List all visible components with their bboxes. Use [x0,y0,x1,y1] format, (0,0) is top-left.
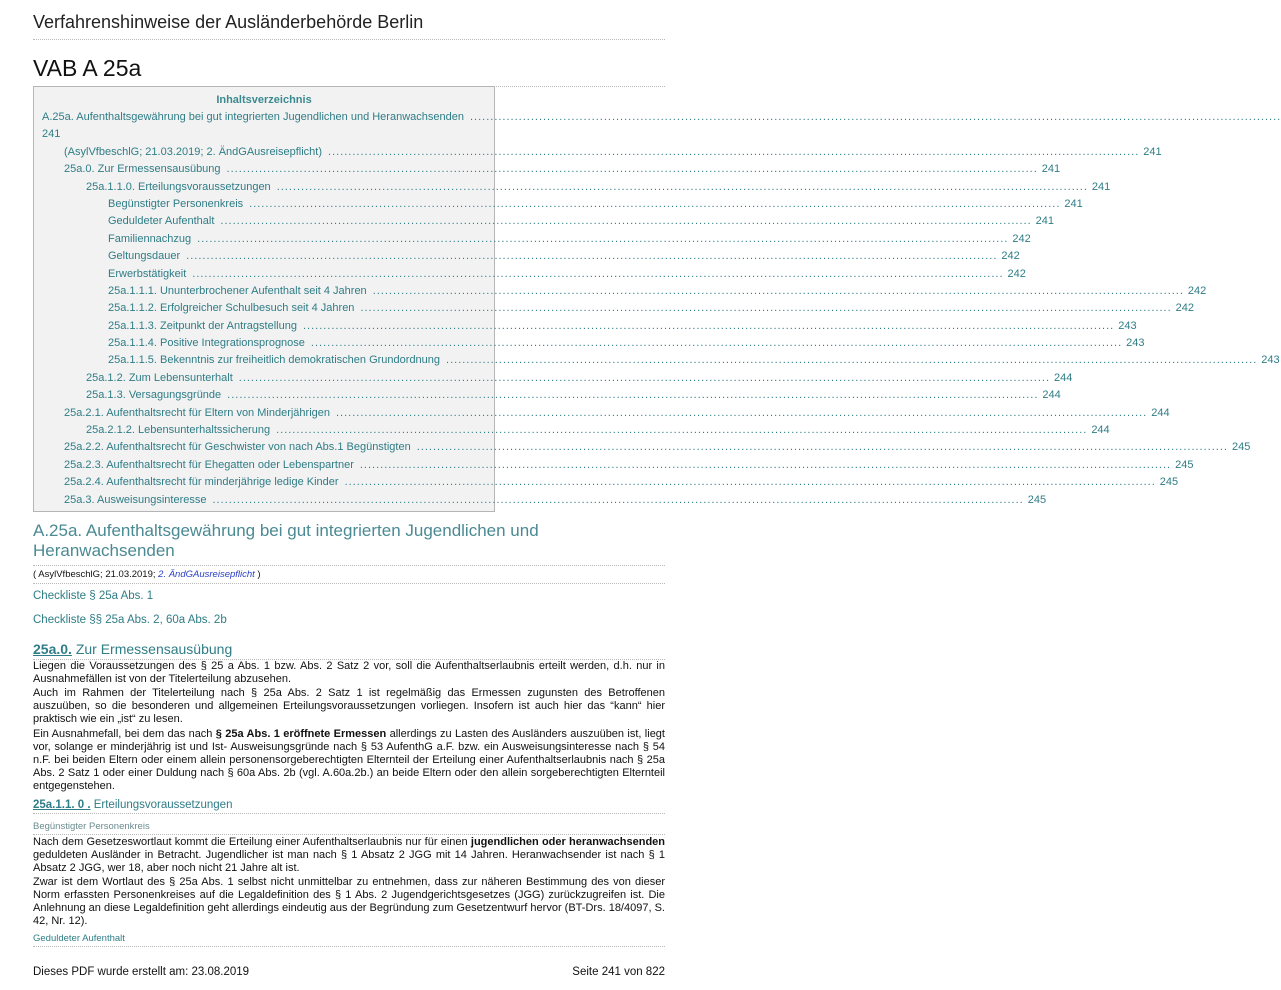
toc-entry[interactable] [42,179,1111,196]
subsection-number[interactable]: 25a.1.1. 0 . [33,799,91,811]
toc-heading: Inhaltsverzeichnis [216,94,312,106]
toc-leader-dots: ........................................................................................................................................................................................................ [328,145,1140,158]
toc-leader-dots: ........................................................................................................................................................................................................ [344,476,1156,489]
paragraph-2: Auch im Rahmen der Titelerteilung nach § 25a Abs. 2 Satz 1 ist regelmäßig das Ermessen zugunsten des Betroffenen auszuüben, so die besonderen und allgemeinen Erteilungsvoraussetzungen vorliegen. Insofern ist auch hier das “kann“ hier praktisch wie ein „ist“ zu lesen. [33,687,665,725]
subsection-title: Zur Ermessensausübung [71,641,233,657]
toc-entry-label: 25a.1.1.2. Erfolgreicher Schulbesuch seit 4 Jahren [108,300,360,317]
toc-entry-label: Geduldeter Aufenthalt [108,213,220,230]
header-title: Verfahrenshinweise der Ausländerbehörde Berlin [33,12,665,40]
toc-entry[interactable] [42,266,1026,283]
toc-leader-dots: ........................................................................................................................................................................................................ [372,284,1184,297]
p4-bold: jugendlichen oder heranwachsenden [470,836,666,848]
toc-entry-page: 244 [1054,371,1073,384]
toc-entry-label: A.25a. Aufenthaltsgewährung bei gut integrierten Jugendlichen und Heranwachsenden [42,109,470,126]
paragraph-3 [33,728,665,793]
toc-leader-dots: ........................................................................................................................................................................................................ [227,389,1039,402]
toc-leader-dots: ........................................................................................................................................................................................................ [249,197,1061,210]
p3-text-a: Ein Ausnahmefall, bei dem das nach [33,728,216,740]
toc-entry-page: 243 [1261,354,1280,367]
minor-heading-geduldet: Geduldeter Aufenthalt [33,933,665,947]
toc-leader-dots: ........................................................................................................................................................................................................ [416,441,1228,454]
document-title: VAB A 25a [33,55,665,87]
subsection-heading-erteilung [33,799,665,814]
subsection-heading-ermessen [33,641,665,660]
toc-entry-label: (AsylVfbeschlG; 21.03.2019; 2. ÄndGAusreisepflicht) [64,144,328,161]
toc-entry[interactable] [42,422,1110,439]
p4-text-c: geduldeten Ausländer in Betracht. Jugendlicher ist man nach § 1 Absatz 2 JGG mit 14 Jahren. Heranwachsender ist nach § 1 Absatz 2 JGG, wer 18, aber noch nicht 21 Jahre alt ist. [33,849,665,874]
toc-entry-label: 25a.1.1.1. Ununterbrochener Aufenthalt seit 4 Jahren [108,283,373,300]
reference-line [33,569,665,584]
toc-entry-label: Geltungsdauer [108,248,186,265]
toc-leader-dots: ........................................................................................................................................................................................................ [302,319,1115,332]
toc-entry-label: 25a.2.4. Aufenthaltsrecht für minderjährige ledige Kinder [64,474,345,491]
toc-leader-dots: ........................................................................................................................................................................................................ [469,111,1281,123]
ref-suffix: ) [254,569,261,580]
toc-leader-dots: ........................................................................................................................................................................................................ [212,493,1024,506]
toc-entry[interactable] [42,283,1207,300]
toc-entry[interactable] [42,318,1137,335]
paragraph-4 [33,836,665,875]
checklist-link-1[interactable]: Checkliste § 25a Abs. 1 [33,590,154,602]
toc-entry[interactable] [42,248,1020,265]
toc-leader-dots: ........................................................................................................................................................................................................ [276,424,1088,437]
toc-entry-page: 243 [1126,337,1145,350]
toc-entry[interactable] [42,370,1073,387]
toc-entry-page: 245 [1231,441,1251,454]
toc-entry-page: 242 [1187,284,1207,297]
toc-leader-dots: ........................................................................................................................................................................................................ [226,163,1038,176]
toc-entry-label: 25a.1.2. Zum Lebensunterhalt [86,370,239,387]
p3-bold: § 25a Abs. 1 eröffnete Ermessen [215,728,387,740]
p4-text-a: Nach dem Gesetzeswortlaut kommt die Erteilung einer Aufenthaltserlaubnis nur für einen [33,836,471,848]
toc-entry-page: 244 [1042,389,1061,402]
toc-entry-page: 242 [1012,232,1031,245]
toc-entry-label: 25a.1.1.5. Bekenntnis zur freiheitlich demokratischen Grundordnung [108,352,446,369]
toc-leader-dots: ........................................................................................................................................................................................................ [220,215,1032,228]
toc-entry[interactable] [42,335,1145,352]
toc-entry-label: 25a.0. Zur Ermessensausübung [64,161,227,178]
toc-entry[interactable] [42,439,1251,456]
toc-entry-page: 245 [1175,458,1194,471]
footer-page-number: Seite 241 von 822 [572,966,665,978]
ref-prefix: ( AsylVfbeschlG; 21.03.2019; [33,569,159,580]
toc-leader-dots: ........................................................................................................................................................................................................ [197,232,1009,245]
toc-entry-page: 241 [1064,197,1083,210]
toc-leader-dots: ........................................................................................................................................................................................................ [360,302,1172,315]
toc-entry-label: Begünstigter Personenkreis [108,196,249,213]
toc-entry-page: 242 [1175,302,1195,315]
toc-entry-label: 25a.3. Ausweisungsinteresse [64,492,212,509]
toc-entry[interactable] [42,109,1281,126]
toc-entry-label: 25a.2.3. Aufenthaltsrecht für Ehegatten oder Lebenspartner [64,457,360,474]
toc-entry[interactable] [42,405,1170,422]
toc-leader-dots: ........................................................................................................................................................................................................ [446,354,1258,367]
toc-entry-label: 25a.1.1.3. Zeitpunkt der Antragstellung [108,318,303,335]
toc-entry-page: 245 [1159,476,1179,489]
toc-entry-page: 243 [1118,319,1137,332]
subsection-title: Erteilungsvoraussetzungen [90,799,233,811]
toc-leader-dots: ........................................................................................................................................................................................................ [310,337,1123,350]
toc-leader-dots: ........................................................................................................................................................................................................ [336,406,1148,419]
toc-leader-dots: ........................................................................................................................................................................................................ [192,267,1004,280]
toc-leader-dots: ........................................................................................................................................................................................................ [238,371,1050,384]
toc-leader-dots: ........................................................................................................................................................................................................ [186,250,998,263]
toc-entry-label: 25a.1.3. Versagungsgründe [86,387,227,404]
toc-entry-label: 25a.1.1.4. Positive Integrationsprognose [108,335,311,352]
toc-entry-label: 25a.2.1.2. Lebensunterhaltssicherung [86,422,276,439]
toc-entry-label: Familiennachzug [108,231,197,248]
toc-leader-dots: ........................................................................................................................................................................................................ [359,458,1172,471]
toc-entry[interactable] [42,231,1031,248]
toc-entry[interactable] [42,387,1061,404]
minor-heading-personenkreis: Begünstigter Personenkreis [33,821,665,835]
toc-entry[interactable] [42,457,1194,474]
toc-entry-label: 25a.2.1. Aufenthaltsrecht für Eltern von Minderjährigen [64,405,336,422]
toc-entry-page: 244 [1091,424,1110,437]
toc-entry-label: 241 [42,126,66,143]
toc-entry[interactable] [42,213,1055,230]
ref-link[interactable]: 2. ÄndGAusreisepflicht [158,569,255,580]
p3-text-c: allerdings zu Lasten des Ausländers auszuüben ist, liegt vor, solange er minderjährig ist und Ist- Ausweisungsgründe nach § 53 AufenthG a.F. bzw. ein Ausweisungsinteresse nach § 54 n.F. bei beiden Eltern oder einem allein personensorgeberechtigten Elternteil der Erteilung einer Aufenthaltserlaubnis nach § 25a Abs. 2 Satz 1 oder einer Duldung nach § 60a Abs. 2b (vgl. A.60a.2b.) an beide Eltern oder den allein sorgeberechtigten Elternteil entgegenstehen. [33,728,665,792]
toc-entry-page: 242 [1007,267,1026,280]
footer-created-date: Dieses PDF wurde erstellt am: 23.08.2019 [33,966,250,978]
toc-leader-dots: ........................................................................................................................................................................................................ [276,180,1088,193]
subsection-number[interactable]: 25a.0. [33,641,72,657]
toc-entry-page: 241 [1035,215,1055,228]
toc-entry[interactable] [42,352,1280,369]
toc-entry-page: 241 [1143,145,1162,158]
toc-entry[interactable] [42,161,1061,178]
toc-entry[interactable] [42,126,486,143]
toc-entry-page: 242 [1001,250,1020,263]
toc-entry-label: Erwerbstätigkeit [108,266,192,283]
checklist-link-2[interactable]: Checkliste §§ 25a Abs. 2, 60a Abs. 2b [33,614,227,626]
paragraph-1: Liegen die Voraussetzungen des § 25 a Abs. 1 bzw. Abs. 2 Satz 2 vor, soll die Aufenthaltserlaubnis erteilt werden, d.h. nur in Ausnahmefällen ist von der Titelerteilung abzusehen. [33,660,665,685]
paragraph-5: Zwar ist dem Wortlaut des § 25a Abs. 1 selbst nicht unmittelbar zu entnehmen, dass zur näheren Bestimmung des von dieser Norm erfassten Personenkreises auf die Legaldefinition des § 1 Abs. 2 Jugendgerichtsgesetzes (JGG) zurückzugreifen ist. Die Anlehnung an diese Legaldefinition geht allerdings eindeutig aus der Begründung zum Gesetzentwurf hervor (BT-Drs. 18/4097, S. 42, Nr. 12). [33,876,665,927]
toc-entry-page: 245 [1027,493,1047,506]
toc-entry-page: 241 [1091,180,1111,193]
toc-entry[interactable] [42,196,1083,213]
toc-entry-label: 25a.2.2. Aufenthaltsrecht für Geschwister von nach Abs.1 Begünstigten [64,439,417,456]
toc-entry-page: 241 [1041,163,1061,176]
toc-entry-label: 25a.1.1.0. Erteilungsvoraussetzungen [86,179,277,196]
toc-entry[interactable] [42,492,1047,509]
toc-entry-page: 244 [1151,406,1170,419]
toc-entry[interactable] [42,300,1195,317]
toc-entry[interactable] [42,144,1162,161]
section-title: A.25a. Aufenthaltsgewährung bei gut integrierten Jugendlichen und Heranwachsenden [33,521,665,566]
toc-entry[interactable] [42,474,1179,491]
table-of-contents [33,86,1281,512]
